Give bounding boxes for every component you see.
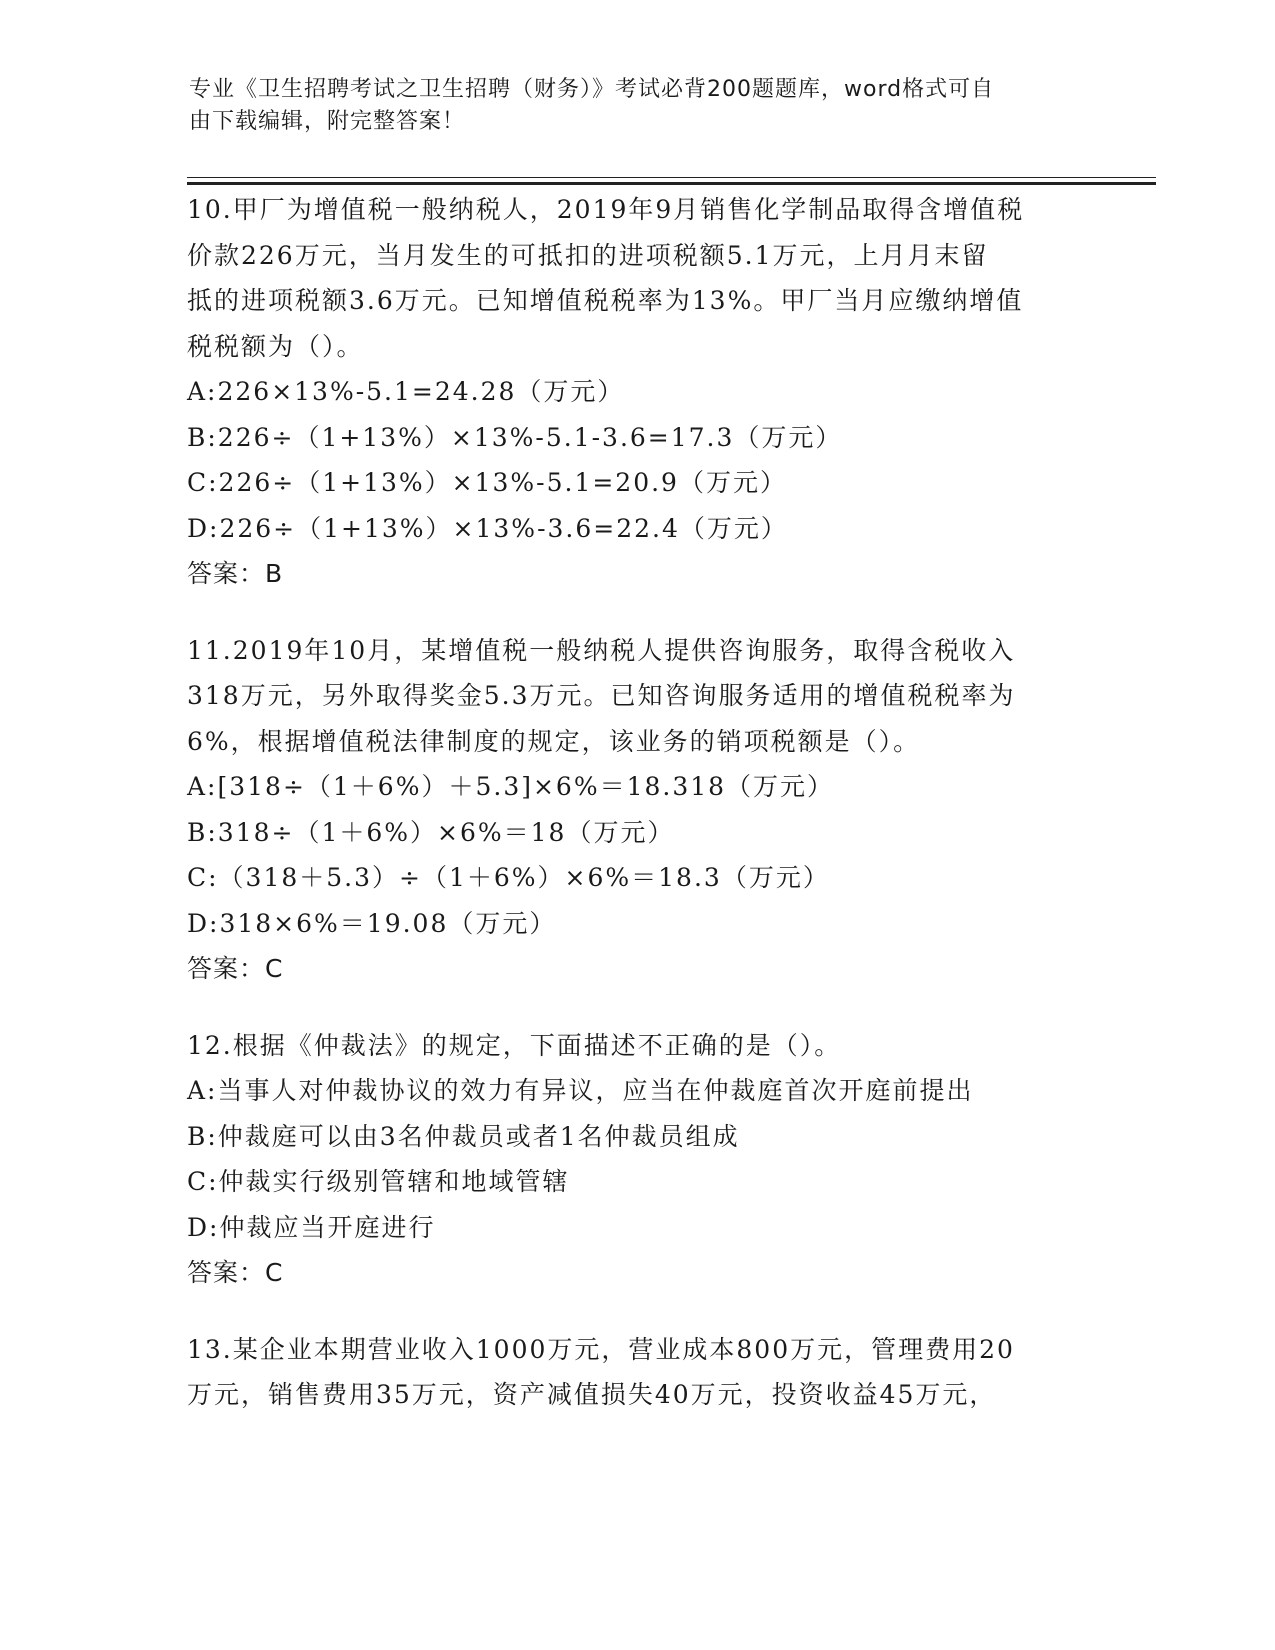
option-b: B:318÷（1＋6%）×6%＝18（万元） bbox=[187, 817, 675, 847]
question-stem-line: 税税额为（）。 bbox=[187, 331, 364, 361]
question-stem-line: 13.某企业本期营业收入1000万元，营业成本800万元，管理费用20 bbox=[187, 1334, 1015, 1364]
option-d: D:仲裁应当开庭进行 bbox=[187, 1212, 436, 1242]
option-c: C:仲裁实行级别管辖和地域管辖 bbox=[187, 1167, 570, 1196]
question-stem-line: 11.2019年10月，某增值税一般纳税人提供咨询服务，取得含税收入 bbox=[187, 635, 1016, 665]
header-divider-thick bbox=[187, 182, 1156, 185]
question-stem-line: 抵的进项税额3.6万元。已知增值税税率为13%。甲厂当月应缴纳增值 bbox=[187, 286, 1024, 315]
answer-label: 答案：C bbox=[187, 1258, 284, 1287]
question-stem-line: 万元，销售费用35万元，资产减值损失40万元，投资收益45万元， bbox=[187, 1380, 997, 1409]
option-b: B:仲裁庭可以由3名仲裁员或者1名仲裁员组成 bbox=[187, 1121, 740, 1151]
question-list bbox=[187, 187, 1087, 1449]
header-line: 由下载编辑，附完整答案！ bbox=[189, 109, 466, 134]
question-stem-line: 10.甲厂为增值税一般纳税人，2019年9月销售化学制品取得含增值税 bbox=[187, 195, 1025, 224]
question-10 bbox=[187, 187, 1087, 597]
question-stem-line: 12.根据《仲裁法》的规定，下面描述不正确的是（）。 bbox=[187, 1030, 842, 1060]
question-13 bbox=[187, 1327, 1087, 1418]
header-divider-thin bbox=[187, 177, 1156, 178]
option-a: A:当事人对仲裁协议的效力有异议，应当在仲裁庭首次开庭前提出 bbox=[187, 1076, 974, 1105]
question-11 bbox=[187, 628, 1087, 992]
option-a: A:226×13%-5.1=24.28（万元） bbox=[187, 377, 625, 406]
option-a: A:[318÷（1＋6%）＋5.3]×6%＝18.318（万元） bbox=[187, 772, 835, 801]
answer-label: 答案：C bbox=[187, 954, 284, 983]
question-stem-line: 318万元，另外取得奖金5.3万元。已知咨询服务适用的增值税税率为 bbox=[187, 681, 1016, 710]
question-12 bbox=[187, 1023, 1087, 1296]
option-d: D:318×6%＝19.08（万元） bbox=[187, 908, 557, 938]
option-b: B:226÷（1+13%）×13%-5.1-3.6=17.3（万元） bbox=[187, 422, 843, 452]
option-d: D:226÷（1+13%）×13%-3.6=22.4（万元） bbox=[187, 513, 788, 543]
document-header bbox=[189, 74, 1089, 138]
header-line: 专业《卫生招聘考试之卫生招聘（财务）》考试必背200题题库，word格式可自 bbox=[189, 77, 995, 102]
question-stem-line: 价款226万元，当月发生的可抵扣的进项税额5.1万元，上月月末留 bbox=[187, 240, 989, 270]
answer-label: 答案：B bbox=[187, 559, 284, 588]
option-c: C:（318＋5.3）÷（1＋6%）×6%＝18.3（万元） bbox=[187, 863, 830, 892]
option-c: C:226÷（1+13%）×13%-5.1=20.9（万元） bbox=[187, 468, 787, 497]
question-stem-line: 6%，根据增值税法律制度的规定，该业务的销项税额是（）。 bbox=[187, 726, 921, 756]
